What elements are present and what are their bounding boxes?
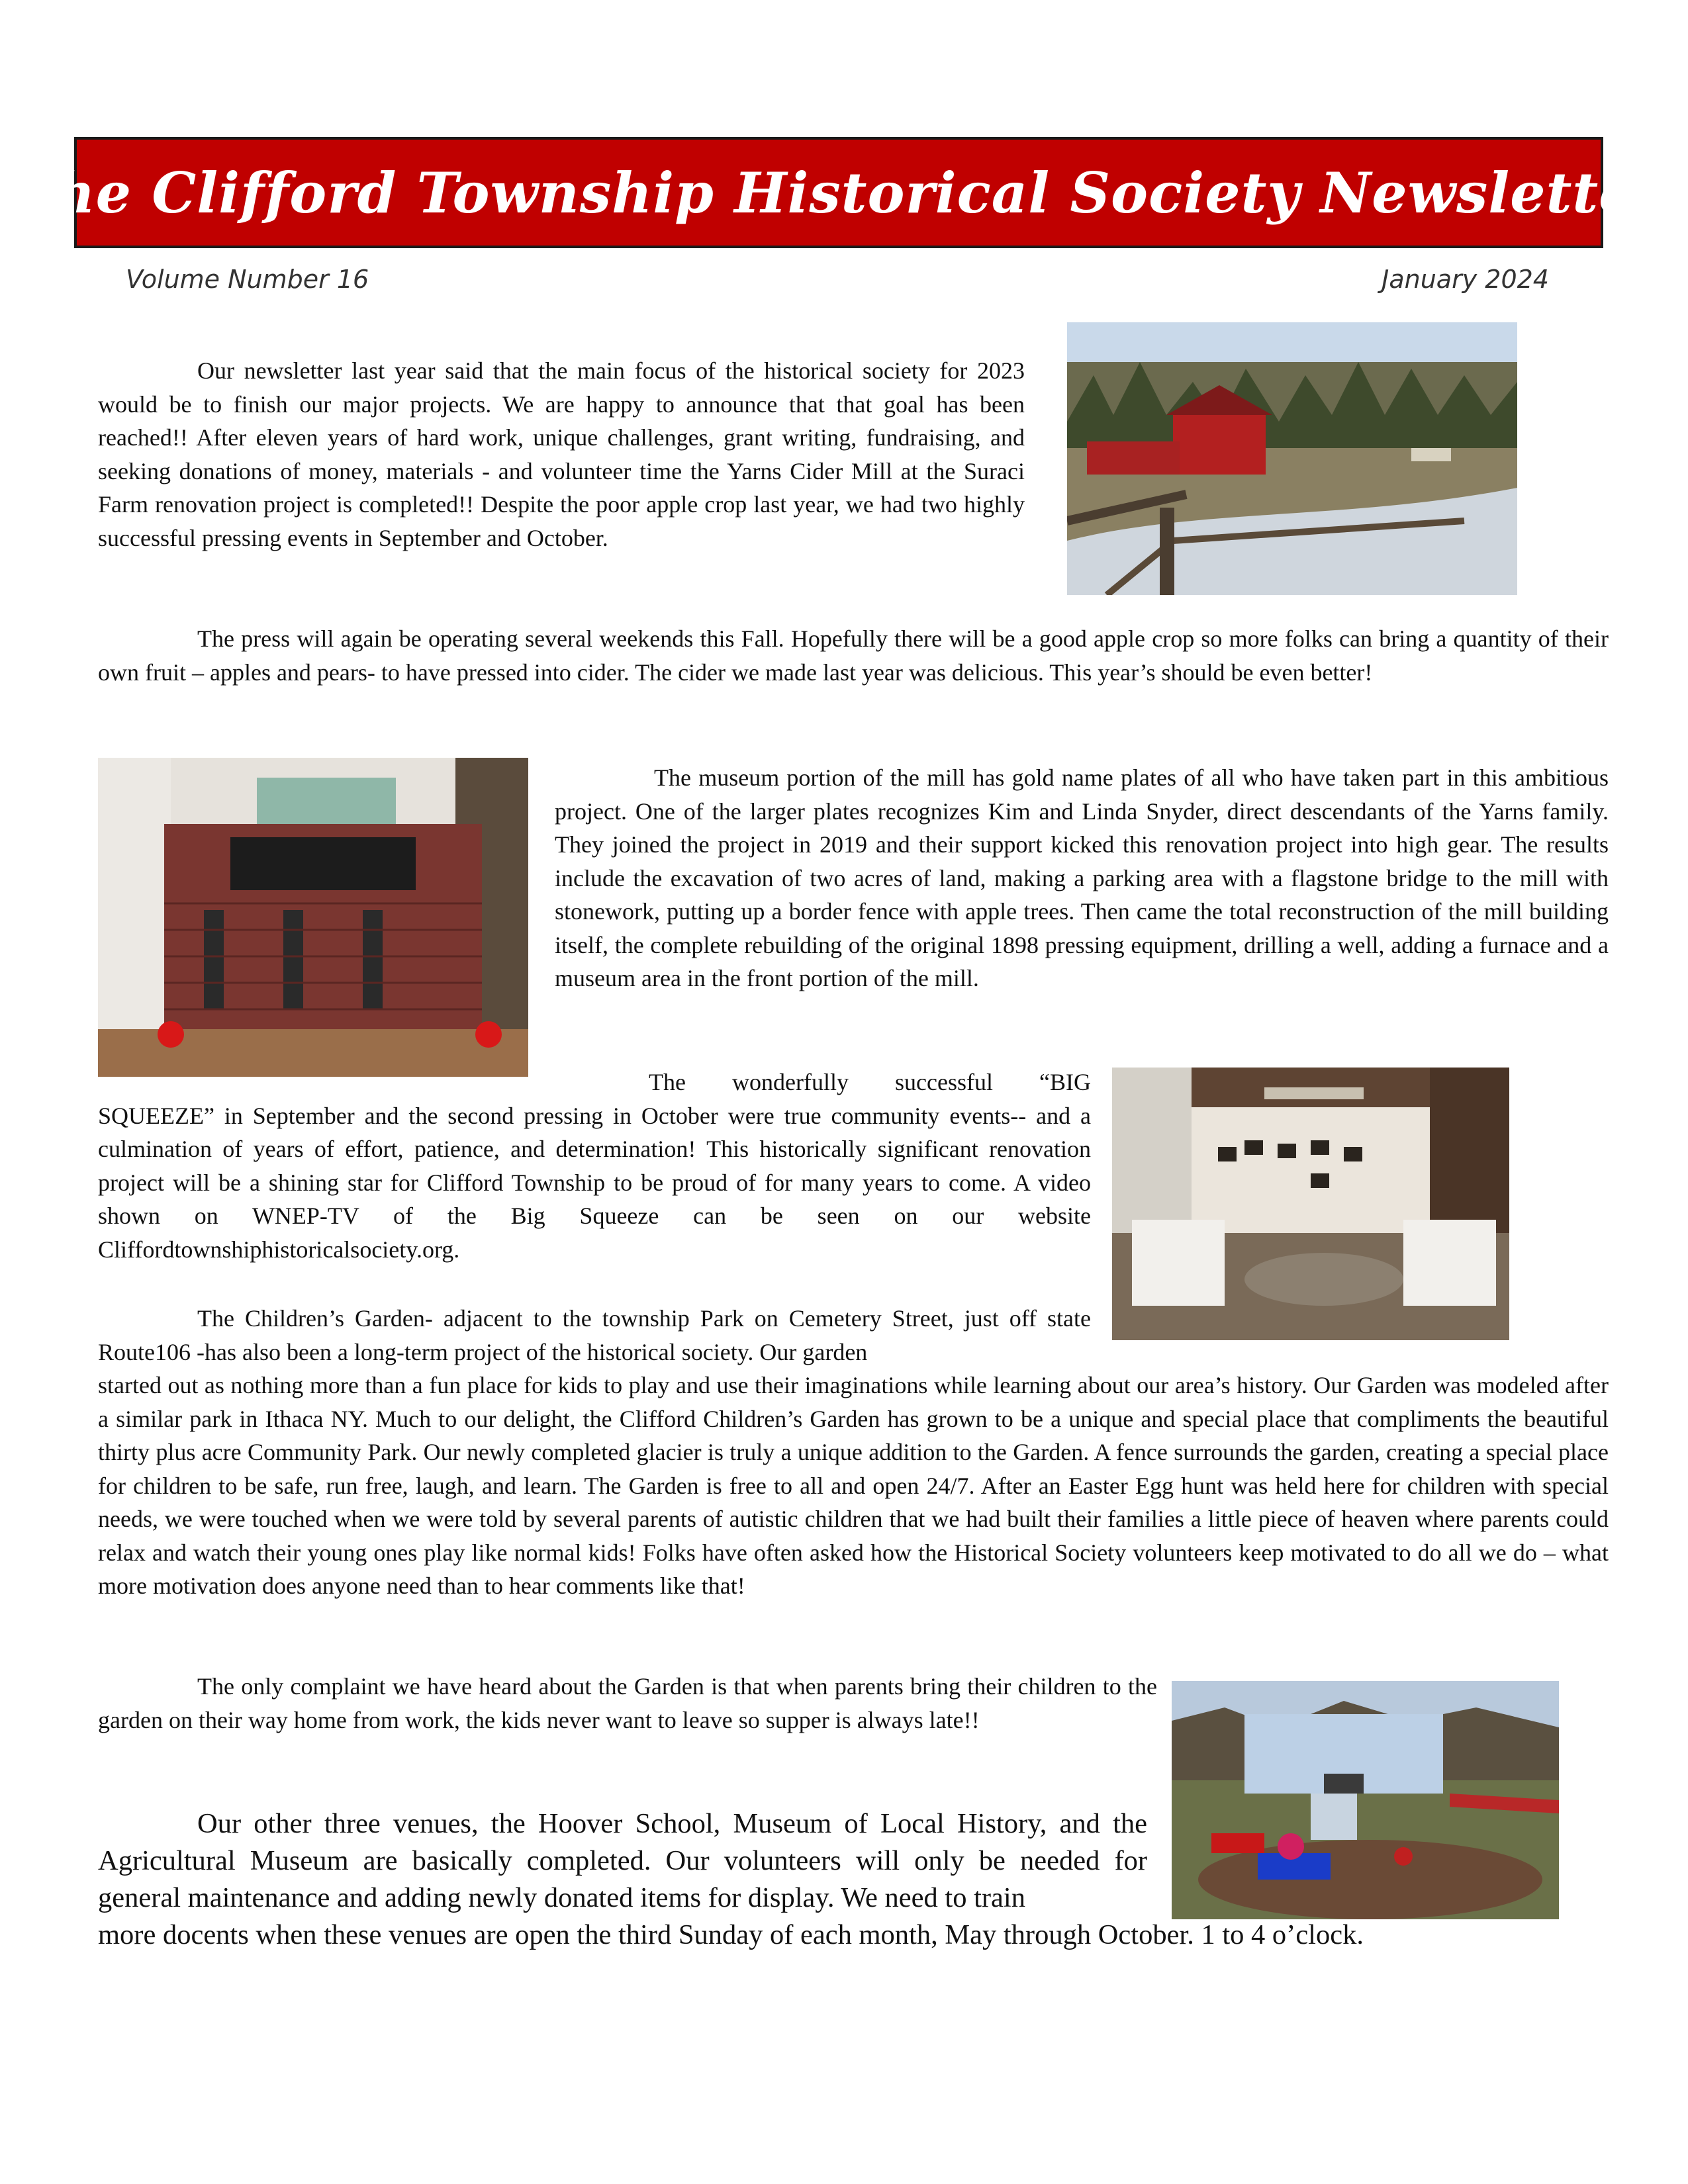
paragraph-venues (98, 1805, 1147, 1917)
paragraph-venues-text: Our other three venues, the Hoover School, Museum of Local History, and the Agricultural Museum are basically completed. Our volunteers will only be needed for general maintenance and adding newly donated items for display. We need to train (98, 1808, 1147, 1913)
paragraph-big-squeeze (98, 1066, 1091, 1266)
paragraph-name-plates-text: The museum portion of the mill has gold name plates of all who have taken part in this ambitious project. One of the larger plates recognizes Kim and Linda Snyder, direct descendants of the Yarns family. They joined the project in 2019 and their support kicked this renovation project into high gear. The results include the excavation of two acres of land, making a parking area with a flagstone bridge to the mill with stonework, putting up a border fence with apple trees. Then came the total reconstruction of the mill building itself, the complete rebuilding of the original 1898 pressing equipment, drilling a well, adding a furnace and a museum area in the front portion of the mill. (555, 764, 1609, 991)
paragraph-intro (98, 354, 1025, 555)
paragraph-press-text: The press will again be operating several weekends this Fall. Hopefully there will be a good apple crop so more folks can bring a quantity of their own fruit – apples and pears- to have pressed into cider. The cider we made last year was delicious. This year’s should be even better! (98, 625, 1609, 686)
paragraph-garden-text: started out as nothing more than a fun place for kids to play and use their imaginations while learning about our area’s history. Our Garden was modeled after a similar park in Ithaca NY. Much to our delight, the Clifford Children’s Garden has grown to be a unique and special place that compliments the beautiful thirty plus acre Community Park. Our newly completed glacier is truly a unique addition to the Garden. A fence surrounds the garden, creating a special place for children to be safe, run free, laugh, and learn. The Garden is free to all and open 24/7. After an Easter Egg hunt was held here for children with special needs, we were touched when we were told by several parents of autistic children that we had built their families a little piece of heaven where parents could relax and watch their young ones play like normal kids! Folks have often asked how the Historical Society volunteers keep motivated to do all we do – what more motivation does anyone need than to hear comments like that! (98, 1372, 1609, 1599)
paragraph-garden-intro (98, 1302, 1091, 1369)
paragraph-big-squeeze-text: The wonderfully successful “BIG SQUEEZE” in September and the second pressing in October were true community events-- and a culmination of years of effort, patience, and determination! This historically significant renovation project will be a shining star for Clifford Township to be proud of for many years to come. A video shown on WNEP-TV of the Big Squeeze can be seen on our website Cliffordtownshiphistoricalsociety.org. (98, 1069, 1091, 1263)
paragraph-garden-intro-text: The Children’s Garden- adjacent to the township Park on Cemetery Street, just off state Route106 -has also been a long-term project of the historical society. Our garden (98, 1305, 1091, 1365)
paragraph-name-plates (555, 761, 1609, 995)
issue-date: January 2024 (1382, 265, 1549, 294)
paragraph-press (98, 622, 1609, 689)
paragraph-garden (98, 1369, 1609, 1603)
name-plates-photo (98, 758, 528, 1077)
newsletter-banner (13, 137, 1665, 248)
newsletter-title: The Clifford Township Historical Society Newsletter (13, 159, 1665, 226)
paragraph-venues-cont (98, 1917, 1609, 1954)
paragraph-venues-cont-text: more docents when these venues are open the third Sunday of each month, May through October. 1 to 4 o’clock. (98, 1919, 1364, 1950)
childrens-garden-glacier-photo (1172, 1681, 1559, 1919)
mill-museum-interior-photo (1112, 1068, 1509, 1340)
paragraph-intro-text: Our newsletter last year said that the main focus of the historical society for 2023 would be to finish our major projects. We are happy to announce that that goal has been reached!! After eleven years of hard work, unique challenges, grant writing, fundraising, and seeking donations of money, materials - and volunteer time the Yarns Cider Mill at the Suraci Farm renovation project is completed!! Despite the poor apple crop last year, we had two highly successful pressing events in September and October. (98, 357, 1025, 551)
volume-number: Volume Number 16 (126, 265, 369, 294)
cider-mill-exterior-photo (1067, 322, 1517, 595)
paragraph-complaint-text: The only complaint we have heard about the Garden is that when parents bring their children to the garden on their way home from work, the kids never want to leave so supper is always late!! (98, 1673, 1157, 1733)
paragraph-complaint (98, 1670, 1157, 1737)
